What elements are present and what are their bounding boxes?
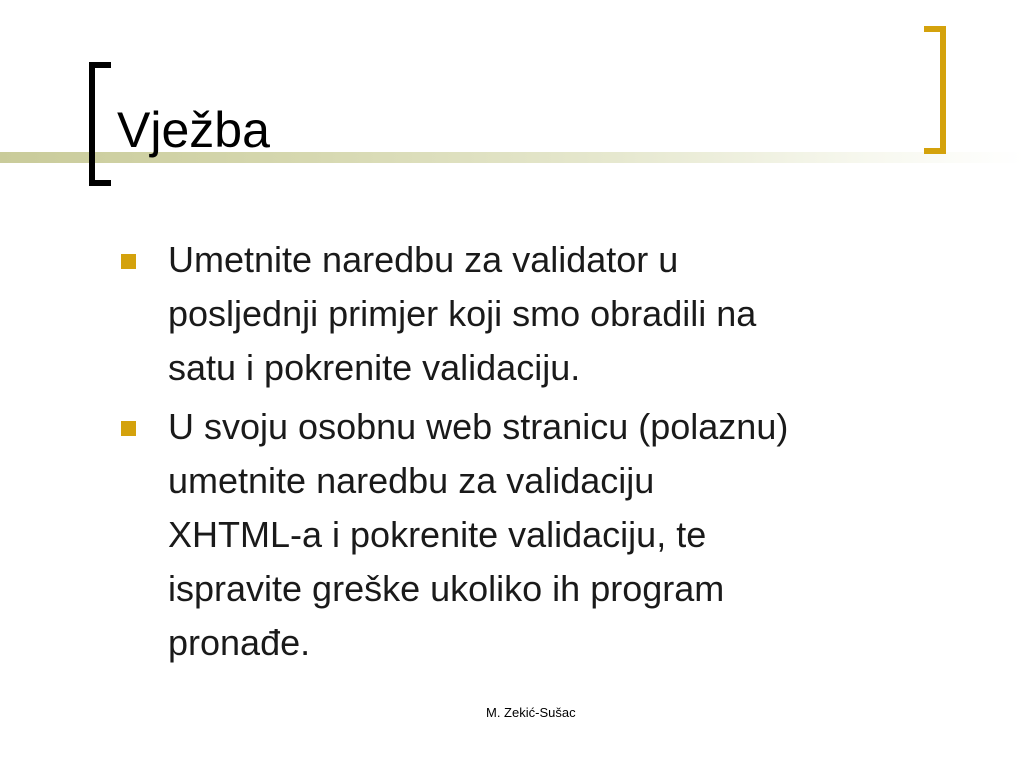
square-bullet-icon xyxy=(121,421,136,436)
bullet-list xyxy=(118,233,968,675)
bullet-item-1 xyxy=(118,233,968,395)
bullet-item-2 xyxy=(118,400,968,670)
square-bullet-icon xyxy=(121,254,136,269)
bullet-line: umetnite naredbu za validaciju xyxy=(168,460,655,501)
bullet-line: U svoju osobnu web stranicu (polaznu) xyxy=(168,406,789,447)
slide-footer: M. Zekić-Sušac xyxy=(486,705,576,720)
bullet-line: satu i pokrenite validaciju. xyxy=(168,347,581,388)
right-bracket-decoration xyxy=(924,26,946,154)
bullet-line: ispravite greške ukoliko ih program xyxy=(168,568,725,609)
slide-title: Vježba xyxy=(117,102,270,158)
bullet-line: posljednji primjer koji smo obradili na xyxy=(168,293,757,334)
bullet-line: pronađe. xyxy=(168,622,311,663)
bullet-line: Umetnite naredbu za validator u xyxy=(168,239,679,280)
bullet-line: XHTML-a i pokrenite validaciju, te xyxy=(168,514,707,555)
left-bracket-decoration xyxy=(89,62,111,186)
